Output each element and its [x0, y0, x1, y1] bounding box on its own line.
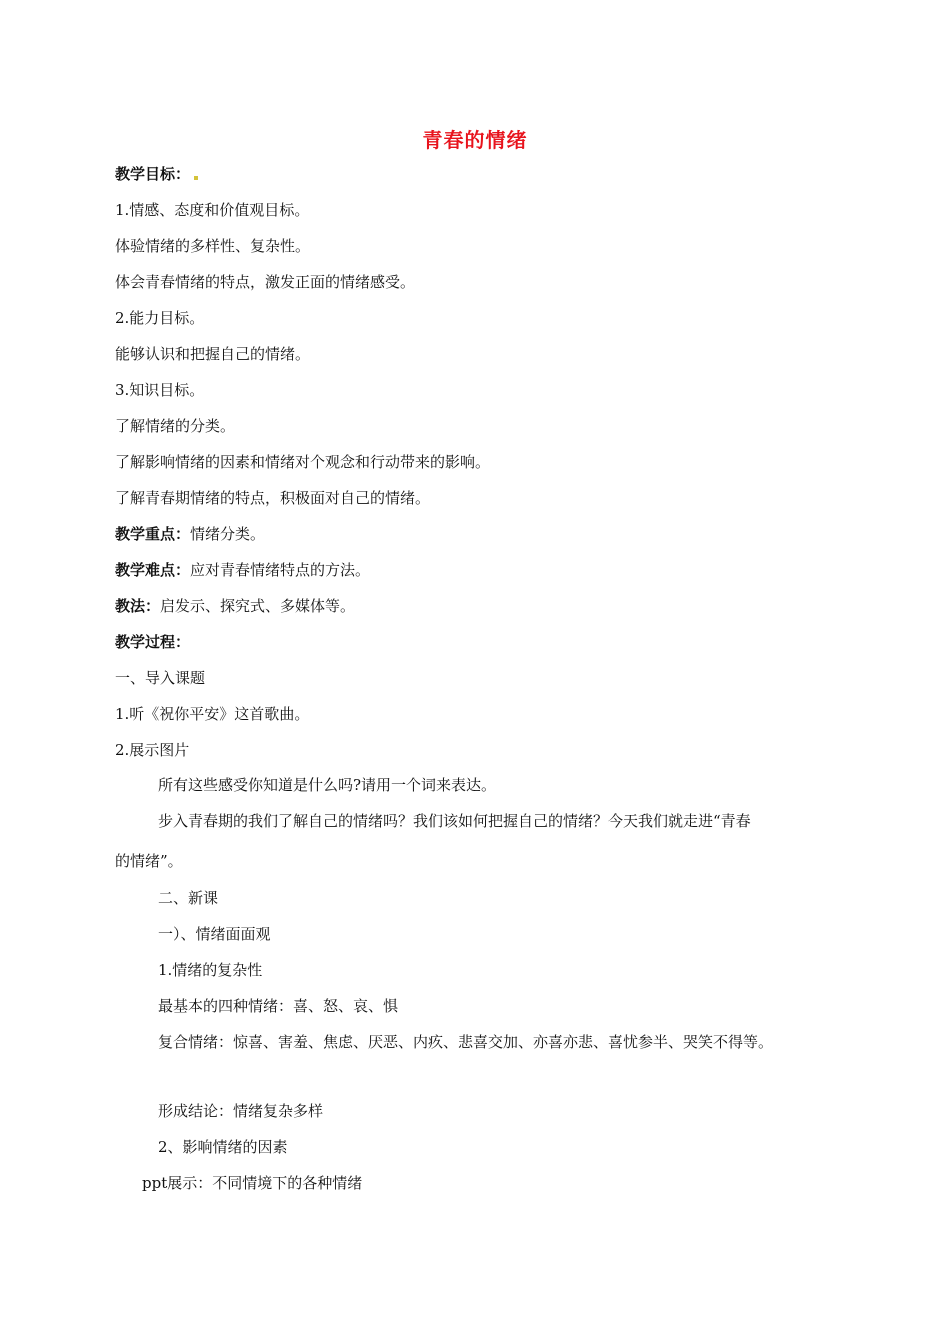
method-text: 启发示、探究式、多媒体等。 — [160, 597, 356, 615]
objective3-item3: 了解青春期情绪的特点，积极面对自己的情绪。 — [115, 489, 431, 507]
difficulty-label: 教学难点： — [115, 561, 191, 579]
method-label: 教法： — [115, 597, 161, 615]
key-point-label: 教学重点： — [115, 525, 191, 543]
key-point-text: 情绪分类。 — [190, 525, 266, 543]
objective1-heading: 1.情感、态度和价值观目标。 — [115, 201, 310, 219]
difficulty-text: 应对青春情绪特点的方法。 — [190, 561, 371, 579]
edit-mark — [194, 176, 198, 180]
process-label: 教学过程： — [115, 633, 191, 651]
objectives-label — [115, 164, 198, 184]
complex-emotions: 复合情绪：惊喜、害羞、焦虑、厌恶、内疚、悲喜交加、亦喜亦悲、喜忧参半、哭笑不得等。 — [158, 1033, 774, 1051]
objectives-label-text: 教学目标： — [115, 165, 191, 183]
ppt-line: ppt展示：不同情境下的各种情绪 — [142, 1174, 363, 1192]
section1-para2-line2: 的情绪”。 — [115, 852, 183, 870]
method-row — [115, 596, 355, 616]
section1-para2-line1: 步入青春期的我们了解自己的情绪吗？我们该如何把握自己的情绪？今天我们就走进“青春 — [158, 812, 751, 830]
point2-heading: 2、影响情绪的因素 — [158, 1138, 288, 1156]
conclusion: 形成结论：情绪复杂多样 — [158, 1102, 324, 1120]
section1-step2: 2.展示图片 — [115, 741, 190, 759]
document-title: 青春的情绪 — [422, 128, 528, 152]
objective1-item2: 体会青春情绪的特点，激发正面的情绪感受。 — [115, 273, 416, 291]
section1-heading: 一、导入课题 — [115, 669, 206, 687]
key-point-row — [115, 524, 265, 544]
objective3-heading: 3.知识目标。 — [115, 381, 205, 399]
objective2-heading: 2.能力目标。 — [115, 309, 205, 327]
objective3-item2: 了解影响情绪的因素和情绪对个观念和行动带来的影响。 — [115, 453, 491, 471]
objective3-item1: 了解情绪的分类。 — [115, 417, 236, 435]
section1-step1: 1.听《祝你平安》这首歌曲。 — [115, 705, 310, 723]
subsection1-heading: 一）、情绪面面观 — [158, 925, 271, 943]
objective2-item1: 能够认识和把握自己的情绪。 — [115, 345, 311, 363]
objective1-item1: 体验情绪的多样性、复杂性。 — [115, 237, 311, 255]
point1-heading: 1.情绪的复杂性 — [158, 961, 263, 979]
section2-heading: 二、新课 — [158, 889, 219, 907]
section1-para1: 所有这些感受你知道是什么吗?请用一个词来表达。 — [158, 776, 497, 794]
basic-emotions: 最基本的四种情绪：喜、怒、哀、惧 — [158, 997, 399, 1015]
difficulty-row — [115, 560, 370, 580]
